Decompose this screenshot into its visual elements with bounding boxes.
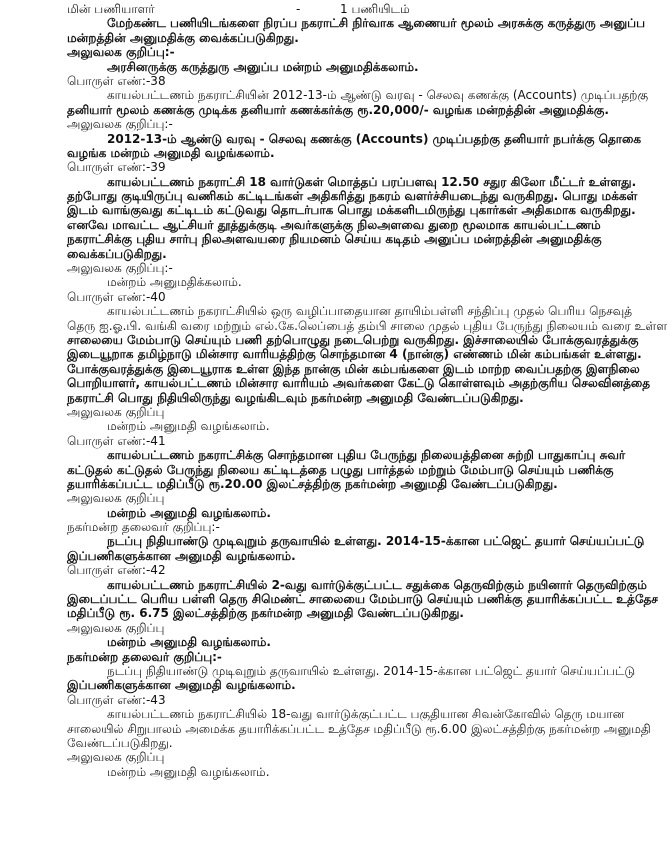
item-body-line: காயல்பட்டணம் நகராட்சியில் 2-வது வார்டுக்குட்பட்ட சதுக்கை தெருவிற்கும் நயினார் தெருவிற்கும்: [107, 577, 647, 592]
agenda-item-41: [67, 434, 650, 564]
item-body-line: இடம் வாங்குவது கட்டிடம் கட்டுவது தொடர்பாக பொது மக்களிடமிருந்து புகார்கள் அதிகமாக வருகிறது.: [67, 203, 636, 218]
item-body-line: வைக்கப்படுகிறது.: [67, 246, 167, 261]
agenda-item-38: [67, 74, 650, 160]
chairman-note-label: நகர்மன்ற தலைவர் குறிப்பு:-: [67, 649, 222, 664]
agenda-item-42: [67, 563, 658, 693]
item-body-line: நகராட்சி பொது நிதியிலிருந்து வழங்கிடவும் நகர்மன்ற அனுமதி வேண்டப்படுகிறது.: [67, 390, 524, 405]
chairman-note-text: இப்பணிகளுக்கான அனுமதி வழங்கலாம்.: [67, 678, 296, 693]
item-body-line: இடைப்பட்ட பெரிய பள்ளி தெரு சிமெண்ட் சாலையை மேம்பாடு செய்யும் பணிக்கு தயாரிக்கப்பட்ட உத்தேச: [67, 592, 658, 607]
chairman-note-text: நடப்பு நிதியாண்டு முடிவுறும் தருவாயில் உள்ளது. 2014-15-க்கான பட்ஜெட் தயார் செய்யப்பட்டு: [107, 534, 645, 549]
item-body-line: இடையூறாக தமிழ்நாடு மின்சார வாரியத்திற்கு சொந்தமான 4 (நான்கு) எண்ணம் மின் கம்பங்கள் உள்ளது.: [67, 347, 642, 362]
office-note-text: அரசினருக்கு கருத்துரு அனுப்ப மன்றம் அனுமதிக்கலாம்.: [107, 59, 419, 74]
item-body-line: காயல்பட்டணம் நகராட்சி 18 வார்டுகள் மொத்தப் பரப்பளவு 12.50 சதுர கிலோ மீட்டர் உள்ளது.: [107, 174, 637, 189]
item-number: பொருள் எண்:-40: [67, 289, 166, 304]
item-body-line: நகராட்சிக்கு புதிய சார்பு நிலஅளவயரை நியமனம் செய்ய கடிதம் அனுப்ப மன்றத்தின் அனுமதிக்கு: [67, 232, 602, 247]
office-note-text: மன்றம் அனுமதி வழங்கலாம்.: [107, 505, 271, 520]
office-note-text: மன்றம் அனுமதிக்கலாம்.: [107, 275, 242, 290]
office-note-text: வழங்க மன்றம் அனுமதி வழங்கலாம்.: [67, 145, 275, 160]
item-body-line: பொறியாளர், காயல்பட்டணம் மின்சார வாரியம் அவர்களை கேட்டு கொள்ளவும் அதற்குரிய செலவினத்தை: [67, 376, 651, 391]
intro-body-line: மேற்கண்ட பணியிடங்களை நிரப்ப நகராட்சி நிர்வாக ஆணையர் மூலம் அரசுக்கு கருத்துரு அனுப்ப: [107, 16, 646, 31]
office-note-label: அலுவலக குறிப்பு: [67, 491, 165, 506]
item-number: பொருள் எண்:-43: [67, 692, 166, 707]
office-note-text: 2012-13-ம் ஆண்டு வரவு - செலவு கணக்கு (Accounts) முடிப்பதற்கு தனியார் நபர்க்கு தொகை: [107, 131, 642, 146]
item-body-line: காயல்பட்டணம் நகராட்சியில் 18-வது வார்டுக்குட்பட்ட பகுதியான சிவன்கோவில் தெரு மயான: [107, 707, 625, 722]
agenda-item-40: [67, 289, 667, 434]
intro-body-line: மன்றத்தின் அனுமதிக்கு வைக்கப்படுகிறது.: [67, 30, 299, 45]
item-body-line: மதிப்பீடு ரூ. 6.75 இலட்சத்திற்கு நகர்மன்ற அனுமதி வேண்டப்படுகிறது.: [67, 606, 464, 621]
item-body-line: தனியார் மூலம் கணக்கு முடிக்க தனியார் கணக்கர்க்கு ரூ.20,000/- வழங்க மன்றத்தின் அனுமதிக்கு.: [67, 102, 609, 117]
office-note-label: அலுவலக குறிப்பு:-: [67, 261, 173, 276]
item-body-line: சாலையை மேம்பாடு செய்யும் பணி தற்பொழுது நடைபெற்று வருகிறது. இச்சாலையில் போக்குவரத்துக்கு: [67, 332, 639, 347]
item-body-line: தற்போது குடியிருப்பு வணிகம் கட்டிடங்கள் அதிகரித்து நகரம் வளர்ச்சியடைந்து வருகிறது. பொது மக்கள்: [67, 189, 638, 204]
office-note-label: அலுவலக குறிப்பு: [67, 750, 165, 765]
item-body-line: வேண்டப்படுகிறது.: [67, 735, 173, 750]
item-body-line: கட்டுதல் கட்டுதல் பேருந்து நிலைய கட்டிடத்தை பழுது பார்த்தல் மற்றும் மேம்பாடு செய்யும் பணிக்கு: [67, 462, 614, 477]
chairman-note-text: நடப்பு நிதியாண்டு முடிவுறும் தருவாயில் உள்ளது. 2014-15-க்கான பட்ஜெட் தயார் செய்யப்பட்டு: [107, 663, 636, 678]
office-note-text: மன்றம் அனுமதி வழங்கலாம்.: [107, 635, 271, 650]
chairman-note-text: இப்பணிகளுக்கான அனுமதி வழங்கலாம்.: [67, 548, 296, 563]
item-number: பொருள் எண்:-42: [67, 563, 166, 578]
header-separator: -: [296, 2, 301, 16]
item-body-line: தயாரிக்கப்பட்ட மதிப்பீடு ரூ.20.00 இலட்சத்திற்கு நகர்மன்ற அனுமதி வேண்டப்படுகிறது.: [67, 476, 558, 491]
item-body-line: தெரு ஐ.ஓ.பி. வங்கி வரை மற்றும் எல்.கே.லெப்பைத் தம்பி சாலை முதல் புதிய பேருந்து நிலையம் வரை உள்ள: [67, 318, 667, 333]
header-line: [67, 2, 597, 16]
item-number: பொருள் எண்:-38: [67, 73, 166, 88]
intro-section: [67, 16, 650, 74]
item-body-line: சாலையில் சிறுபாலம் அமைக்க தயாரிக்கப்பட்ட உத்தேச மதிப்பீடு ரூ.6.00 இலட்சத்திற்கு நகர்மன்ற அனுமதி: [67, 721, 651, 736]
item-number: பொருள் எண்:-41: [67, 433, 166, 448]
item-body-line: போக்குவரத்துக்கு இடையூராக உள்ள இந்த நான்கு மின் கம்பங்களை இடம் மாற்ற வைப்பதற்கு இளநிலை: [67, 361, 640, 376]
item-number: பொருள் எண்:-39: [67, 160, 166, 175]
chairman-note-label: நகர்மன்ற தலைவர் குறிப்பு:-: [67, 520, 220, 535]
agenda-item-39: [67, 160, 650, 290]
item-body-line: எனவே மாவட்ட ஆட்சியர் தூத்துக்குடி அவர்களுக்கு நிலஅளவை துறை மூலமாக காயல்பட்டணம்: [67, 217, 601, 232]
item-body-line: காயல்பட்டணம் நகராட்சியின் 2012-13-ம் ஆண்டு வரவு - செலவு கணக்கு (Accounts) முடிப்பதற்கு: [107, 88, 649, 103]
office-note-text: மன்றம் அனுமதி வழங்கலாம்.: [107, 419, 270, 434]
header-post-count: 1 பணியிடம்: [340, 2, 410, 16]
item-body-line: காயல்பட்டணம் நகராட்சியில் ஒரு வழிப்பாதையான தாயிம்பள்ளி சந்திப்பு முதல் பெரிய நெசவுத்: [107, 304, 633, 319]
office-note-text: மன்றம் அனுமதி வழங்கலாம்.: [107, 764, 270, 779]
office-note-label: அலுவலக குறிப்பு: [67, 404, 165, 419]
header-post-name: மின் பணியாளர்: [67, 2, 155, 16]
agenda-item-43: [67, 693, 650, 779]
office-note-label: அலுவலக குறிப்பு:-: [67, 45, 175, 60]
item-body-line: காயல்பட்டணம் நகராட்சிக்கு சொந்தமான புதிய பேருந்து நிலையத்தினை சுற்றி பாதுகாப்பு சுவர்: [107, 448, 626, 463]
office-note-label: அலுவலக குறிப்பு:-: [67, 117, 173, 132]
office-note-label: அலுவலக குறிப்பு: [67, 620, 165, 635]
